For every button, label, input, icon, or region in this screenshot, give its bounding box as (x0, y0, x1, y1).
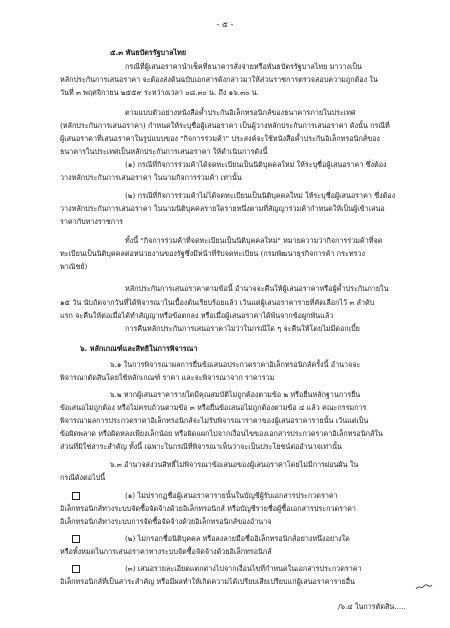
text-line: ผู้เสนอราคาที่เสนอราคาในรูปแบบของ "กิจการร่วมค้า" ประสงค์จะใช้หนังสือค้ำประกันอิเล็กทรอนิกส์ของ (60, 134, 380, 143)
checkbox-icon (72, 535, 80, 543)
continuation-note: /๖.๔ ในการตัดสิน..... (338, 602, 406, 611)
section-5-3-heading: ๕.๓ พันธบัตรรัฐบาลไทย (110, 48, 187, 57)
text-line: ๖.๒ หากผู้เสนอราคารายใดมีคุณสมบัติไม่ถูกต้องตามข้อ ๒ หรือยื่นหลักฐานการยื่น (110, 390, 361, 399)
text-line: กรณีที่ผู้เสนอราคานำเช็คที่ธนาคารสั่งจ่ายหรือพันธบัตรรัฐบาลไทย มาวางเป็น (125, 62, 362, 71)
text-line: (๒) กรณีที่กิจการร่วมค้าไม่ได้จดทะเบียนเป็นนิติบุคคลใหม่ ให้ระบุชื่อผู้เสนอราคา ซึ่งต้อง (125, 191, 396, 200)
text-line: อิเล็กทรอนิกส์ทางระบบการจัดซื้อจัดจ้างด้วยอิเล็กทรอนิกส์ของอำนาจ (60, 517, 272, 526)
initials-signature (415, 583, 433, 591)
text-line: ข้อผิดพลาด หรือผิดหลงเพียงเล็กน้อย หรือผิดแผกไปจากเงื่อนไขของเอกสารประกวดราคาอิเล็กทรอนิกส์ใน (60, 429, 383, 438)
text-line: (๑) กรณีที่กิจการร่วมค้าได้จดทะเบียนเป็นนิติบุคคลใหม่ ให้ระบุชื่อผู้เสนอราคา ซึ่งต้อง (125, 160, 387, 169)
text-line: หลักประกันการเสนอราคา จะต้องส่งต้นฉบับเอกสารดังกล่าวมาให้ส่วนราชการตรวจสอบความถูกต้อง ใน (60, 75, 378, 84)
text-line: ๑๕ วัน นับถัดจากวันที่ได้พิจารณาในเบื้องต้นเรียบร้อยแล้ว เว้นแต่ผู้เสนอราคารายที่คัดเลือกไว้ ๓ ลำดับ (60, 298, 375, 307)
text-line: ข้อเสนอไม่ถูกต้อง หรือไม่ครบถ้วนตามข้อ ๓ หรือยื่นข้อเสนอไม่ถูกต้องตามข้อ ๔ แล้ว คณะกรรมการ (60, 403, 367, 412)
checkbox-icon (72, 565, 80, 573)
text-line: ธนาคารในประเทศเป็นหลักประกันการเสนอราคา ให้ดำเนินการดังนี้ (60, 147, 268, 156)
text-line: หลักประกันการเสนอราคาตามข้อนี้ อำนาจจะคืนให้ผู้เสนอราคาหรือผู้ค้ำประกันภายใน (125, 284, 389, 293)
text-line: วันที่ ๓ พฤศจิกายน ๒๕๕๙ ระหว่างเวลา ๐๘.๓๐ น. ถึง ๑๖.๓๐ น. (60, 88, 259, 97)
text-line: อิเล็กทรอนิกส์ที่เป็นสาระสำคัญ หรือมีผลทำให้เกิดความได้เปรียบเสียเปรียบแก่ผู้เสนอราคารายอื่น (60, 577, 355, 586)
text-line: ๖.๓ อำนาจสงวนสิทธิ์ไม่พิจารณาข้อเสนอของผู้เสนอราคาโดยไม่มีการผ่อนผัน ใน (110, 460, 359, 469)
text-line: (๒) ไม่กรอกชื่อนิติบุคคล หรือลงลายมือชื่ออิเล็กทรอนิกส์อย่างหนึ่งอย่างใด (125, 534, 350, 543)
text-line: วางหลักประกันการเสนอราคา ในนามนิติบุคคลรายใดรายหนึ่งตามที่สัญญาร่วมค้ากำหนดให้เป็นผู้เข้าเสนอ (60, 204, 385, 213)
text-line: ทะเบียนเป็นนิติบุคคลต่อหน่วยงานของรัฐซึ่งมีหน้าที่รับจดทะเบียน (กรมพัฒนาธุรกิจการค้า กระทรวง (60, 249, 365, 258)
text-line: พิจารณาตัดสินโดยใช้หลักเกณฑ์ ราคา และจะพิจารณาจาก ราคารวม (60, 373, 275, 382)
text-line: ตามแบบตัวอย่างหนังสือค้ำประกันอิเล็กทรอนิกส์ของธนาคารภายในประเทศ (125, 108, 356, 117)
text-line: พิจารณาผลการประกวดราคาอิเล็กทรอนิกส์จะไม่รับพิจารณาราคาของผู้เสนอราคารายนั้น เว้นแต่เป็น (60, 416, 369, 425)
text-line: แรก จะคืนให้ต่อเมื่อได้ทำสัญญาหรือข้อตกลง หรือเมื่อผู้เสนอราคาได้พ้นจากข้อผูกพันแล้ว (60, 311, 334, 320)
text-line: อิเล็กทรอนิกส์ทางระบบจัดซื้อจัดจ้างด้วยอิเล็กทรอนิกส์ หรือบัญชีรายชื่อผู้ซื้อเอกสารประกวดราคา (60, 504, 356, 513)
text-line: หรือทั้งหมดในการเสนอราคาทางระบบจัดซื้อจัดจ้างด้วยอิเล็กทรอนิกส์ (60, 547, 272, 556)
page-number: - ๕ - (216, 20, 234, 29)
text-line: (หลักประกันการเสนอราคา) กำหนดให้ระบุชื่อผู้เสนอราคา เป็นผู้วางหลักประกันการเสนอราคา ดังนั้น กรณีที่ (60, 121, 390, 130)
text-line: กรณีดังต่อไปนี้ (60, 473, 106, 482)
text-line: ราคากับทางราชการ (60, 217, 123, 226)
text-line: วางหลักประกันการเสนอราคา ในนามกิจการร่วมค้า เท่านั้น (60, 173, 242, 182)
text-line: ส่วนที่มิใช่สาระสำคัญ ทั้งนี้ เฉพาะในกรณีที่พิจารณาเห็นว่าจะเป็นประโยชน์ต่ออำนาจเท่านั้น (60, 442, 342, 451)
text-line: (๓) เสนอรายละเอียดแตกต่างไปจากเงื่อนไขที่กำหนดในเอกสารประกวดราคา (125, 564, 362, 573)
text-line: ๖.๑ ในการพิจารณาผลการยื่นข้อเสนอประกวดราคาอิเล็กทรอนิกส์ครั้งนี้ อำนาจจะ (110, 360, 361, 369)
text-line: พาณิชย์) (60, 262, 88, 271)
text-line: การคืนหลักประกันการเสนอราคาไม่ว่าในกรณีใด ๆ จะคืนให้โดยไม่มีดอกเบี้ย (125, 324, 360, 333)
text-line: (๑) ไม่ปรากฏชื่อผู้เสนอราคารายนั้นในบัญชีผู้รับเอกสารประกวดราคา (125, 491, 338, 500)
checkbox-icon (72, 492, 80, 500)
section-6-heading: ๖. หลักเกณฑ์และสิทธิในการพิจารณา (80, 344, 198, 353)
text-line: ทั้งนี้ "กิจการร่วมค้าที่จดทะเบียนเป็นนิติบุคคลใหม่" หมายความว่ากิจการร่วมค้าที่จด (125, 236, 383, 245)
